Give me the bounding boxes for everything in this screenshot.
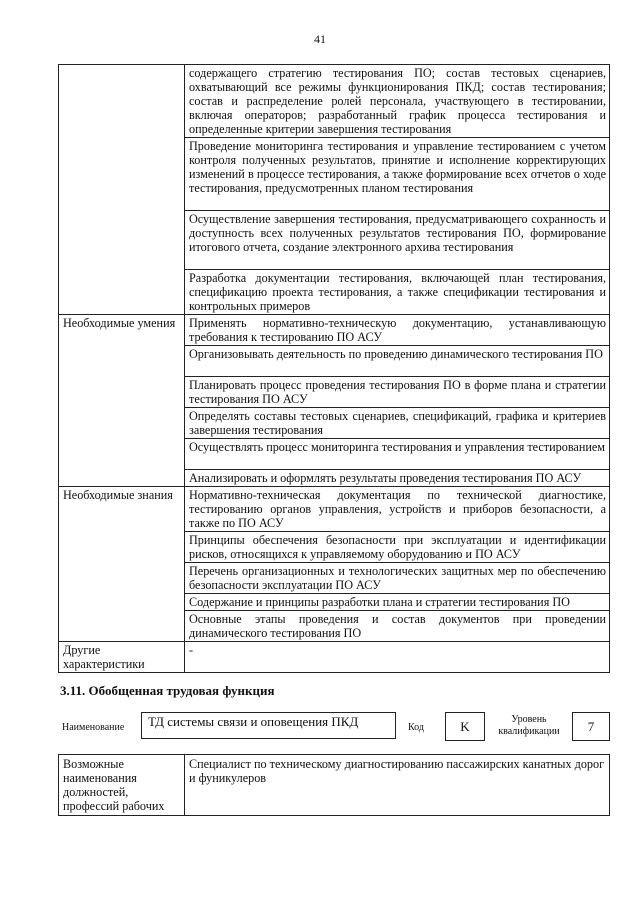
table-cell: Разработка документации тестирования, включающей план тестирования, спецификацию проекта тестирования, а также спецификации тестирования и контрольных примеров: [185, 270, 610, 315]
table-row: [59, 642, 610, 673]
positions-label: Возможные наименования должностей, профессий рабочих: [59, 755, 185, 816]
positions-table: [58, 754, 610, 816]
row-label: [59, 65, 185, 315]
section-title: 3.11. Обобщенная трудовая функция: [60, 683, 275, 698]
code-value-box: K: [445, 712, 485, 741]
table-row: [59, 755, 610, 816]
table-cell: Нормативно-техническая документация по технической диагностике, тестированию органов управления, устройств и приборов безопасности, а также по ПО АСУ: [185, 487, 610, 532]
positions-value: Специалист по техническому диагностированию пассажирских канатных дорог и фуникулеров: [185, 755, 610, 816]
table-cell: содержащего стратегию тестирования ПО; состав тестовых сценариев, охватывающий все режимы функционирования ПКД; состав тестирования; состав и распределение ролей персонала, участвующего в тестировании, включая операторов; разработанный график процесса тестирования и определенные критерии завершения тестирования: [185, 65, 610, 138]
row-label-knowledge: Необходимые знания: [59, 487, 185, 642]
name-value-box: ТД системы связи и оповещения ПКД: [141, 712, 396, 739]
table-row: [59, 487, 610, 532]
name-label: Наименование: [62, 722, 125, 733]
table-row: [59, 65, 610, 138]
table-cell: Применять нормативно-техническую документацию, устанавливающую требования к тестированию ПО АСУ: [185, 315, 610, 346]
work-function-table: [58, 64, 610, 673]
table-cell: Осуществлять процесс мониторинга тестирования и управления тестированием: [185, 439, 610, 470]
table-cell: Основные этапы проведения и состав документов при проведении динамического тестирования ПО: [185, 611, 610, 642]
table-cell: Проведение мониторинга тестирования и управление тестированием с учетом контроля полученных результатов, принятие и исполнение корректирующих изменений в процессе тестирования, а также формирование всех отчетов о ходе тестирования, предусмотренных планом тестирования: [185, 138, 610, 211]
page-number: 41: [314, 32, 326, 46]
row-label-other: Другие характеристики: [59, 642, 185, 673]
code-label: Код: [408, 722, 424, 733]
row-label-skills: Необходимые умения: [59, 315, 185, 487]
table-cell: Организовывать деятельность по проведению динамического тестирования ПО: [185, 346, 610, 377]
table-cell: Перечень организационных и технологических защитных мер по обеспечению безопасности эксплуатации ПО АСУ: [185, 563, 610, 594]
table-cell: Принципы обеспечения безопасности при эксплуатации и идентификации рисков, относящихся к управляемому оборудованию и ПО АСУ: [185, 532, 610, 563]
level-label: Уровень квалификации: [498, 714, 560, 737]
table-cell: Анализировать и оформлять результаты проведения тестирования ПО АСУ: [185, 470, 610, 487]
table-cell: Определять составы тестовых сценариев, спецификаций, графика и критериев завершения тестирования: [185, 408, 610, 439]
level-value-box: 7: [572, 712, 610, 741]
table-cell: Содержание и принципы разработки плана и стратегии тестирования ПО: [185, 594, 610, 611]
table-cell: -: [185, 642, 610, 673]
table-cell: Осуществление завершения тестирования, предусматривающего сохранность и доступность всех полученных результатов тестирования ПО, формирование итогового отчета, создание электронного архива тестирования: [185, 211, 610, 270]
function-name-row: [58, 712, 610, 746]
table-row: [59, 315, 610, 346]
table-cell: Планировать процесс проведения тестирования ПО в форме плана и стратегии тестирования ПО АСУ: [185, 377, 610, 408]
